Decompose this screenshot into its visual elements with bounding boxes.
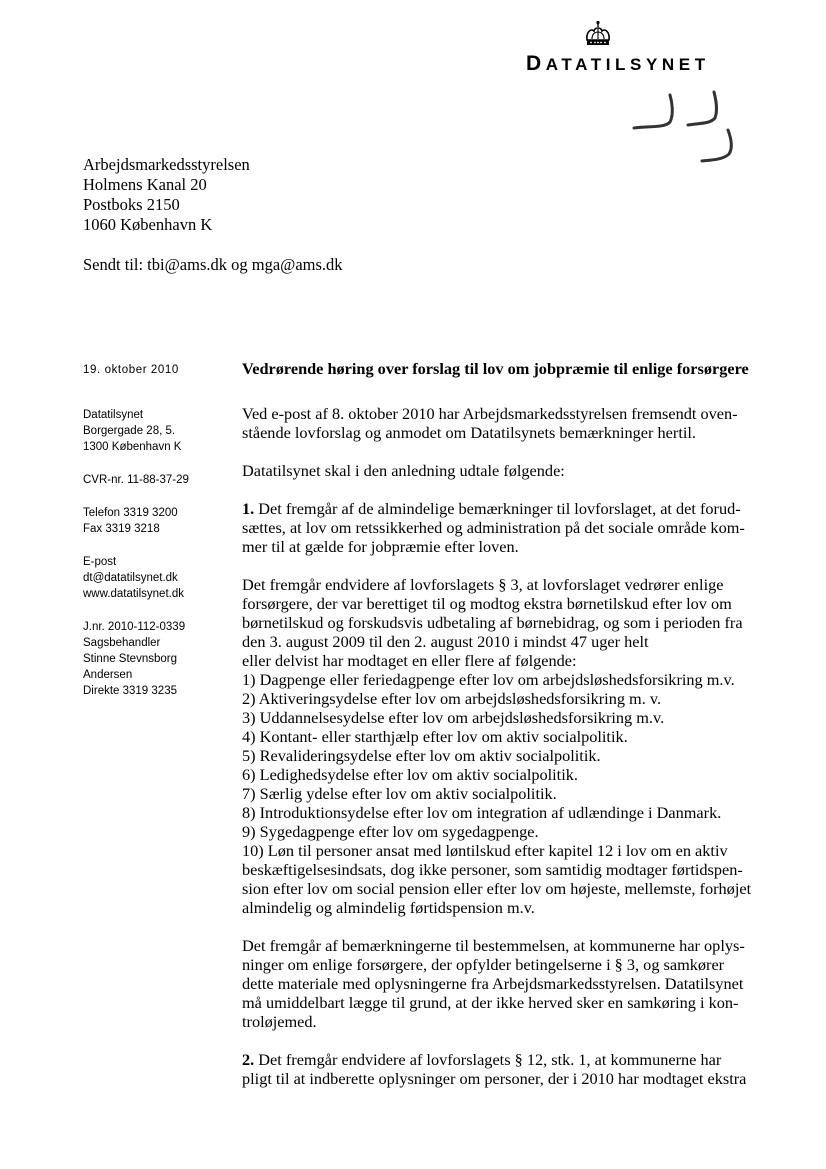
section-number: 1. [242, 499, 255, 518]
email-address: dt@datatilsynet.dk [83, 572, 178, 584]
cvr-number: CVR-nr. 11-88-37-29 [83, 474, 189, 486]
logo-initial: D [526, 52, 546, 75]
text-line: Det fremgår af bemærkningerne til bestemmelsen, at kommunerne har oplys- [242, 936, 745, 955]
paragraph-2 [242, 461, 772, 480]
crown-icon [583, 20, 613, 48]
sender-address-line: 1300 København K [83, 441, 182, 453]
list-item: 4) Kontant- eller starthjælp efter lov om aktiv socialpolitik. [242, 727, 628, 746]
text-line: beskæftigelsesindsats, dog ikke personer, som samtidig modtager førtidspen- [242, 860, 743, 879]
text-line: stående lovforslag og anmodet om Datatilsynets bemærkninger hertil. [242, 423, 696, 442]
fax-line: Fax 3319 3218 [83, 523, 160, 535]
text-line: den 3. august 2009 til den 2. august 2010 i mindst 47 uger helt [242, 632, 649, 651]
sender-address-line: Datatilsynet [83, 409, 144, 421]
paragraph-5 [242, 936, 772, 1031]
list-item: 1) Dagpenge eller feriedagpenge efter lov om arbejdsløshedsforsikring m.v. [242, 670, 735, 689]
text-line: sion efter lov om social pension eller efter lov om højeste, mellemste, forhøjet [242, 879, 752, 898]
list-item: 10) Løn til personer ansat med løntilskud efter kapitel 12 i lov om en aktiv [242, 841, 728, 860]
text-line: børnetilskud og forskudsvis udbetaling af børnebidrag, og som i perioden fra [242, 613, 743, 632]
text-line: Det fremgår af de almindelige bemærkninger til lovforslaget, at det forud- [254, 499, 741, 518]
list-item: 6) Ledighedsydelse efter lov om aktiv socialpolitik. [242, 765, 578, 784]
reference-block [83, 619, 233, 699]
list-item: 3) Uddannelsesydelse efter lov om arbejdsløshedsforsikring m.v. [242, 708, 665, 727]
text-line: må umiddelbart lægge til grund, at der ikke herved sker en samkøring i kon- [242, 993, 739, 1012]
letter-date: 19. oktober 2010 [83, 364, 179, 376]
logo-rest: ATATILSYNET [545, 55, 710, 74]
paragraph-4 [242, 575, 772, 917]
recipient-line: Arbejdsmarkedsstyrelsen [83, 155, 250, 174]
direct-phone: Direkte 3319 3235 [83, 685, 177, 697]
caseworker-label: Sagsbehandler [83, 637, 161, 649]
contact-block [83, 554, 233, 602]
text-line: Det fremgår endvidere af lovforslagets § 12, stk. 1, at kommunerne har [254, 1050, 722, 1069]
text-line: Ved e-post af 8. oktober 2010 har Arbejdsmarkedsstyrelsen fremsendt oven- [242, 404, 738, 423]
recipient-line: Postboks 2150 [83, 195, 180, 214]
email-label: E-post [83, 556, 117, 568]
text-line: mer til at gælde for jobpræmie efter loven. [242, 537, 519, 556]
text-line: eller delvist har modtaget en eller flere af følgende: [242, 651, 577, 670]
paragraph-6 [242, 1050, 772, 1088]
sender-address-line: Borgergade 28, 5. [83, 425, 176, 437]
list-item: 9) Sygedagpenge efter lov om sygedagpenge. [242, 822, 539, 841]
phone-line: Telefon 3319 3200 [83, 507, 178, 519]
recipient-address [83, 155, 250, 235]
text-line: forsørgere, der var berettiget til og modtog ekstra børnetilskud efter lov om [242, 594, 732, 613]
recipient-line: 1060 København K [83, 215, 213, 234]
text-line: almindelig og almindelig førtidspension m.v. [242, 898, 535, 917]
caseworker-name: Andersen [83, 669, 133, 681]
letter-body [242, 359, 772, 1107]
list-item: 2) Aktiveringsydelse efter lov om arbejdsløshedsforsikring m. v. [242, 689, 662, 708]
sent-to-line: Sendt til: tbi@ams.dk og mga@ams.dk [83, 255, 343, 274]
text-line: ninger om enlige forsørgere, der opfylder betingelserne i § 3, og samkører [242, 955, 725, 974]
caseworker-name: Stinne Stevnsborg [83, 653, 177, 665]
text-line: sættes, at lov om retssikkerhed og administration på det sociale område kom- [242, 518, 745, 537]
recipient-line: Holmens Kanal 20 [83, 175, 207, 194]
section-number: 2. [242, 1050, 255, 1069]
logo-wordmark [526, 52, 758, 76]
list-item: 5) Revalideringsydelse efter lov om aktiv socialpolitik. [242, 746, 601, 765]
paragraph-3 [242, 499, 772, 556]
text-line: troløjemed. [242, 1012, 317, 1031]
list-item: 8) Introduktionsydelse efter lov om integration af udlændinge i Danmark. [242, 803, 722, 822]
phone-block [83, 505, 233, 537]
letter-subject: Vedrørende høring over forslag til lov om jobpræmie til enlige forsørgere [242, 359, 749, 378]
sender-sidebar [83, 362, 233, 716]
text-line: dette materiale med oplysningerne fra Arbejdsmarkedsstyrelsen. Datatilsynet [242, 974, 744, 993]
list-item: 7) Særlig ydelse efter lov om aktiv socialpolitik. [242, 784, 557, 803]
text-line: pligt til at indberette oplysninger om personer, der i 2010 har modtaget ekstra [242, 1069, 747, 1088]
text-line: Det fremgår endvidere af lovforslagets § 3, at lovforslaget vedrører enlige [242, 575, 724, 594]
text-line: Datatilsynet skal i den anledning udtale følgende: [242, 461, 565, 480]
paragraph-1 [242, 404, 772, 442]
sender-address [83, 407, 233, 455]
journal-number: J.nr. 2010-112-0339 [83, 621, 186, 633]
handwritten-marks [630, 90, 740, 170]
website: www.datatilsynet.dk [83, 588, 184, 600]
